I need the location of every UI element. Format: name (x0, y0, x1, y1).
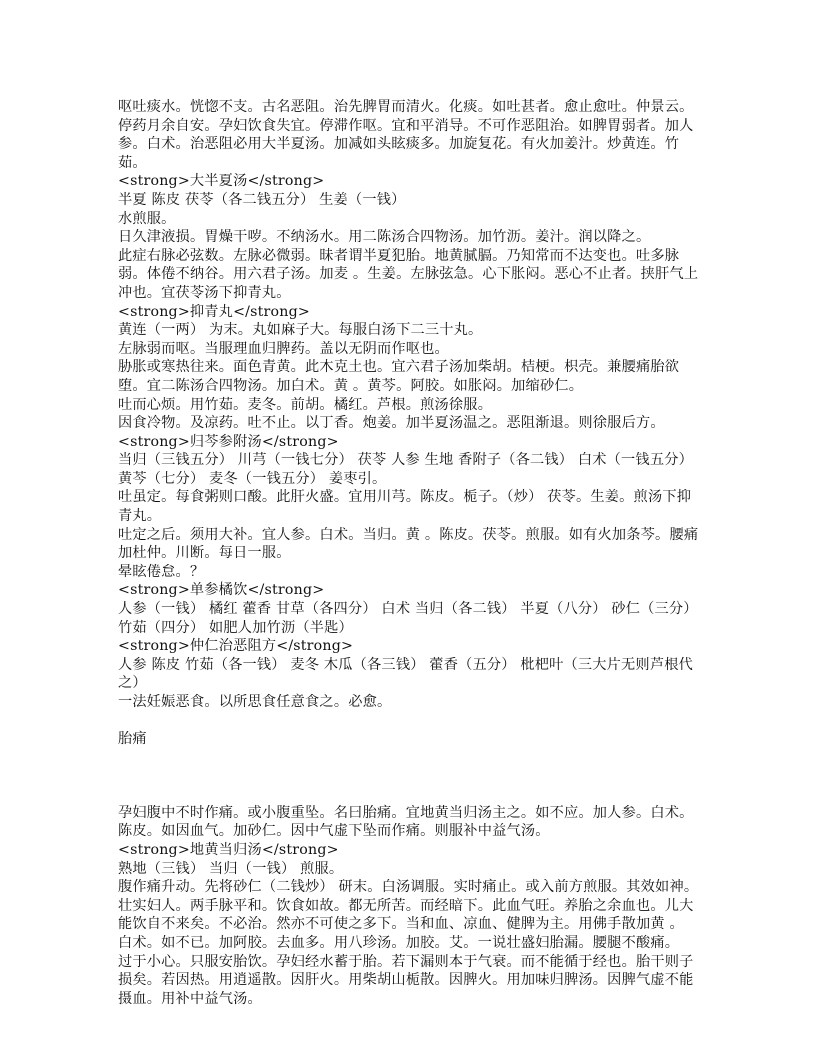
formula-ingredients: 人参 陈皮 竹茹（各一钱） 麦冬 木瓜（各三钱） 藿香（五分） 枇杷叶（三大片无则芦根代之） (118, 656, 693, 692)
section-heading: 胎痛 (118, 731, 147, 748)
paragraph: 胁胀或寒热往来。面色青黄。此木克土也。宜六君子汤加柴胡。桔梗。枳壳。兼腰痛胎欲堕。宜二陈汤合四物汤。加白术。黄 。黄芩。阿胶。如胀闷。加缩砂仁。 (118, 359, 680, 394)
paragraph: 壮实妇人。两手脉平和。饮食如故。都无所苦。而经暗下。此血气旺。养胎之余血也。儿大能饮自不来矣。不必治。然亦不可使之多下。当和血、凉血、健脾为主。用佛手散加黄 。 (118, 897, 694, 933)
paragraph: 腹作痛升动。先将砂仁（二钱炒） 研末。白汤调服。实时痛止。或入前方煎服。其效如神。 (118, 879, 699, 896)
section-fetal-pain (118, 804, 700, 1009)
paragraph: 吐定之后。须用大补。宜人参。白术。当归。黄 。陈皮。茯苓。煎服。如有火加条芩。腰痛加杜仲。川断。每日一服。 (118, 526, 699, 562)
paragraph: 孕妇腹中不时作痛。或小腹重坠。名曰胎痛。宜地黄当归汤主之。如不应。加人参。白术。陈皮。如因血气。加砂仁。因中气虚下坠而作痛。则服补中益气汤。 (118, 804, 694, 840)
paragraph: 白术。如不已。加阿胶。去血多。用八珍汤。加胶。艾。一说壮盛妇胎漏。腰腿不酸痛。 (118, 934, 680, 951)
formula-ingredients: 人参（一钱） 橘红 藿香 甘草（各四分） 白术 当归（各二钱） 半夏（八分） 砂仁（三分）竹茹（四分） 如肥人加竹沥（半匙） (118, 601, 698, 636)
paragraph: 一法妊娠恶食。以所思食任意食之。必愈。 (118, 694, 392, 710)
spacer (118, 712, 700, 731)
formula-title-tag: <strong>归芩参附汤</strong> (118, 433, 339, 450)
formula-title-tag: <strong>抑青丸</strong> (118, 303, 310, 320)
spacer (118, 749, 700, 804)
formula-ingredients: 熟地（三钱） 当归（一钱） 煎服。 (118, 860, 344, 877)
paragraph: 此症右脉必弦数。左脉必微弱。昧者谓半夏犯胎。地黄腻膈。乃知常而不达变也。吐多脉弱。体倦不纳谷。用六君子汤。加麦 。生姜。左脉弦急。心下胀闷。恶心不止者。挟肝气上冲也。宜茯苓汤下抑青丸。 (118, 247, 699, 301)
formula-ingredients: 黄连（一两） 为末。丸如麻子大。每服白汤下二三十丸。 (118, 322, 483, 339)
paragraph: 因食冷物。及凉药。吐不止。以丁香。炮姜。加半夏汤温之。恶阻渐退。则徐服后方。 (118, 415, 665, 432)
paragraph: 水煎服。 (118, 210, 176, 227)
formula-ingredients: 半夏 陈皮 茯苓（各二钱五分） 生姜（一钱） (118, 191, 406, 208)
document-page (118, 98, 700, 1008)
paragraph: 呕吐痰水。恍惚不支。古名恶阻。治先脾胃而清火。化痰。如吐甚者。愈止愈吐。仲景云。停药月余自安。孕妇饮食失宜。停滞作呕。宜和平消导。不可作恶阻治。如脾胃弱者。加人参。白术。治恶阻必用大半夏汤。加减如头眩痰多。加旋复花。有火加姜汁。炒黄连。竹茹。 (118, 99, 694, 171)
paragraph: 晕眩倦怠。？ (118, 563, 205, 580)
section-morning-sickness (118, 98, 700, 712)
formula-title-tag: <strong>单参橘饮</strong> (118, 582, 325, 599)
paragraph: 日久津液损。胃燥干哕。不纳汤水。用二陈汤合四物汤。加竹沥。姜汁。润以降之。 (118, 229, 651, 246)
paragraph: 过于小心。只服安胎饮。孕妇经水蓄于胎。若下漏则本于气衰。而不能循于经也。胎干则子损矣。若因热。用逍遥散。因肝火。用柴胡山栀散。因脾火。用加味归脾汤。因脾气虚不能摄血。用补中益气汤。 (118, 953, 694, 1007)
paragraph: 左脉弱而呕。当服理血归脾药。盖以无阴而作呕也。 (118, 340, 449, 357)
formula-title-tag: <strong>大半夏汤</strong> (118, 173, 325, 190)
formula-title-tag: <strong>仲仁治恶阻方</strong> (118, 638, 354, 655)
formula-title-tag: <strong>地黄当归汤</strong> (118, 841, 339, 858)
formula-ingredients: 当归（三钱五分） 川芎（一钱七分） 茯苓 人参 生地 香附子（各二钱） 白术（一钱五分）黄芩（七分） 麦冬（一钱五分） 姜枣引。 (118, 452, 693, 487)
paragraph: 吐虽定。每食粥则口酸。此肝火盛。宜用川芎。陈皮。栀子。（炒） 茯苓。生姜。煎汤下抑青丸。 (118, 489, 692, 525)
paragraph: 吐而心烦。用竹茹。麦冬。前胡。橘红。芦根。煎汤徐服。 (118, 396, 493, 413)
